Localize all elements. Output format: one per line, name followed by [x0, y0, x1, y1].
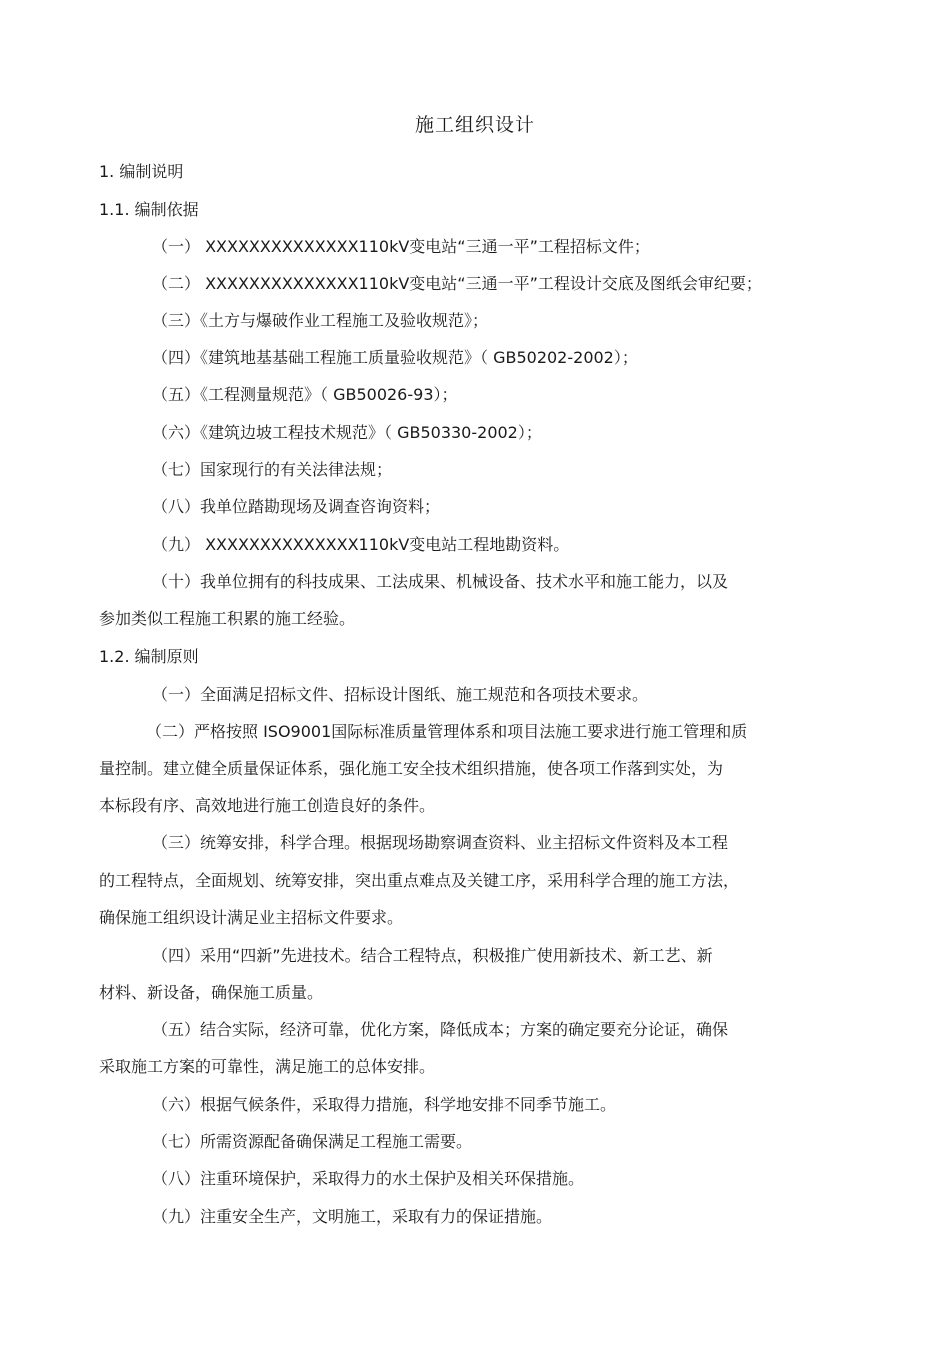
paragraph-line: （五）《工程测量规范》（ GB50026-93）； — [152, 385, 458, 404]
paragraph-line: （九） XXXXXXXXXXXXXX110kV变电站工程地勘资料。 — [152, 535, 570, 554]
paragraph-line: （九）注重安全生产，文明施工，采取有力的保证措施。 — [152, 1207, 553, 1226]
paragraph-line: 的工程特点，全面规划、统筹安排，突出重点难点及关键工序，采用科学合理的施工方法， — [99, 871, 740, 890]
paragraph-line: （五）结合实际，经济可靠，优化方案，降低成本；方案的确定要充分论证，确保 — [152, 1020, 729, 1039]
paragraph-line: （一） XXXXXXXXXXXXXX110kV变电站“三通一平”工程招标文件； — [152, 237, 650, 256]
paragraph-line: 量控制。建立健全质量保证体系，强化施工安全技术组织措施，使各项工作落到实处，为 — [99, 759, 724, 778]
paragraph-line: （四）《建筑地基基础工程施工质量验收规范》（ GB50202-2002）； — [152, 348, 638, 367]
paragraph-line: （六）《建筑边坡工程技术规范》（ GB50330-2002）； — [152, 423, 542, 442]
paragraph-line: 材料、新设备，确保施工质量。 — [99, 983, 324, 1002]
paragraph-line: （七）国家现行的有关法律法规； — [152, 460, 393, 479]
paragraph-line: 参加类似工程施工积累的施工经验。 — [99, 609, 356, 628]
paragraph-line: （六）根据气候条件，采取得力措施，科学地安排不同季节施工。 — [152, 1095, 617, 1114]
paragraph-line: （四）采用“四新”先进技术。结合工程特点，积极推广使用新技术、新工艺、新 — [152, 946, 713, 965]
paragraph-line: 确保施工组织设计满足业主招标文件要求。 — [99, 908, 404, 927]
paragraph-line: （二） XXXXXXXXXXXXXX110kV变电站“三通一平”工程设计交底及图纸会审纪要； — [152, 274, 762, 293]
section-heading-1-1: 1.1. 编制依据 — [99, 200, 199, 219]
paragraph-line: （二）严格按照 ISO9001国际标准质量管理体系和项目法施工要求进行施工管理和质 — [146, 722, 748, 741]
paragraph-line: （八）我单位踏勘现场及调查咨询资料； — [152, 497, 441, 516]
document-title: 施工组织设计 — [414, 114, 535, 136]
paragraph-line: （三）统筹安排，科学合理。根据现场勘察调查资料、业主招标文件资料及本工程 — [152, 833, 729, 852]
paragraph-line: （一）全面满足招标文件、招标设计图纸、施工规范和各项技术要求。 — [152, 685, 649, 704]
paragraph-line: （七）所需资源配备确保满足工程施工需要。 — [152, 1132, 473, 1151]
section-heading-1: 1. 编制说明 — [99, 162, 184, 181]
section-heading-1-2: 1.2. 编制原则 — [99, 647, 199, 666]
paragraph-line: （十）我单位拥有的科技成果、工法成果、机械设备、技术水平和施工能力，以及 — [152, 572, 729, 591]
paragraph-line: 本标段有序、高效地进行施工创造良好的条件。 — [99, 796, 436, 815]
paragraph-line: （八）注重环境保护，采取得力的水土保护及相关环保措施。 — [152, 1169, 585, 1188]
paragraph-line: （三）《土方与爆破作业工程施工及验收规范》； — [152, 311, 489, 330]
paragraph-line: 采取施工方案的可靠性，满足施工的总体安排。 — [99, 1057, 436, 1076]
